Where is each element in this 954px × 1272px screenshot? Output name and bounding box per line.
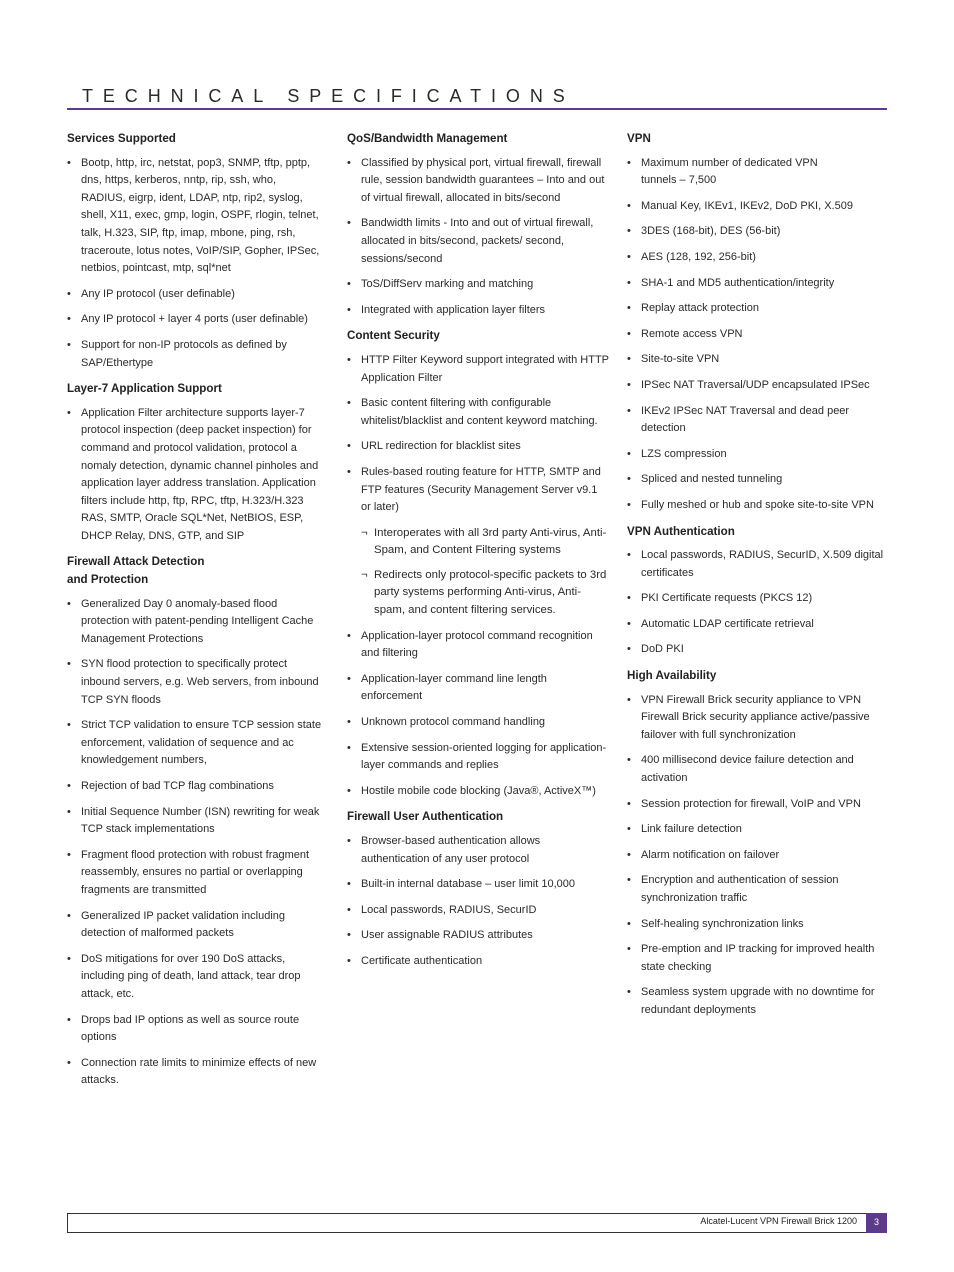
title-divider	[67, 108, 887, 110]
bullet-list	[347, 833, 609, 971]
list-item: • SHA-1 and MD5 authentication/integrity	[627, 275, 889, 293]
list-item: • Fully meshed or hub and spoke site-to-site VPN	[627, 497, 889, 515]
list-item: • Fragment flood protection with robust fragment reassembly, ensures no partial or overlapping fragments are transmitted	[67, 847, 323, 900]
bullet-list	[347, 352, 609, 517]
list-item: • Built-in internal database – user limit 10,000	[347, 876, 609, 894]
list-item: • Strict TCP validation to ensure TCP session state enforcement, validation of sequence and ac knowledgement numbers,	[67, 717, 323, 770]
section-heading: Layer-7 Application Support	[67, 382, 222, 396]
list-item: • Site-to-site VPN	[627, 351, 889, 369]
list-item: • Seamless system upgrade with no downtime for redundant deployments	[627, 984, 889, 1019]
section-vpn-authentication	[627, 523, 889, 660]
section-heading: VPN	[627, 132, 651, 145]
list-item: • Bootp, http, irc, netstat, pop3, SNMP, tftp, pptp, dns, https, kerberos, nntp, rip, ssh, who, RADIUS, eigrp, ident, LDAP, ntp, rip2, syslog, shell, X11, exec, gmp, login, OSPF, rlogin, telnet, talk, H.323, SIP, ftp, imap, mbone, ping, rsh, traceroute, lotus notes, VoIP/SIP, Gopher, IPSec, netbios, pointcast, mtp, sql*net	[67, 155, 323, 278]
list-item: • AES (128, 192, 256-bit)	[627, 249, 889, 267]
page-title: TECHNICAL SPECIFICATIONS	[82, 86, 575, 106]
list-item: • SYN flood protection to specifically protect inbound servers, e.g. Web servers, from inbound TCP SYN floods	[67, 656, 323, 709]
list-item: • Link failure detection	[627, 821, 889, 839]
list-item: • HTTP Filter Keyword support integrated with HTTP Application Filter	[347, 352, 609, 387]
section-qos-bandwidth-management	[347, 130, 609, 319]
bullet-list	[627, 155, 889, 515]
list-item: • Manual Key, IKEv1, IKEv2, DoD PKI, X.509	[627, 198, 889, 216]
list-item: • Any IP protocol + layer 4 ports (user definable)	[67, 311, 323, 329]
list-item: • IKEv2 IPSec NAT Traversal and dead peer detection	[627, 403, 889, 438]
bullet-list	[67, 155, 323, 373]
list-item: • Encryption and authentication of session synchronization traffic	[627, 872, 889, 907]
bullet-list	[347, 628, 609, 801]
list-item: • Application-layer command line length enforcement	[347, 671, 609, 706]
section-heading: Services Supported	[67, 132, 176, 145]
list-item: • Browser-based authentication allows authentication of any user protocol	[347, 833, 609, 868]
section-heading: VPN Authentication	[627, 524, 735, 538]
section-high-availability	[627, 667, 889, 1020]
section-firewall-user-authentication	[347, 808, 609, 970]
list-item: • Generalized Day 0 anomaly-based flood protection with patent-pending Intelligent Cache Management Protections	[67, 596, 323, 649]
section-heading: Content Security	[347, 329, 440, 343]
list-item: • Integrated with application layer filters	[347, 302, 609, 320]
list-item: • Alarm notification on failover	[627, 847, 889, 865]
section-heading: QoS/Bandwidth Management	[347, 132, 508, 145]
page-number: 3	[866, 1213, 887, 1233]
list-item: • LZS compression	[627, 446, 889, 464]
list-item: • Bandwidth limits - Into and out of virtual firewall, allocated in bits/second, packets/ second, sessions/second	[347, 215, 609, 268]
list-item: • Application Filter architecture supports layer-7 protocol inspection (deep packet inspection) for command and protocol validation, protocol a nomaly detection, dynamic channel pinholes and application layer address translation. Application filters include http, ftp, RPC, tftp, H.323/H.323 RAS, SMTP, Oracle SQL*Net, NetBIOS, ESP, DHCP Relay, DNS, GTP, and SIP	[67, 405, 323, 546]
sub-list-item: ¬ Redirects only protocol-specific packets to 3rd party systems performing Anti-virus, Anti-spam, and content filtering services.	[347, 567, 609, 620]
list-item: • URL redirection for blacklist sites	[347, 438, 609, 456]
list-item: • User assignable RADIUS attributes	[347, 927, 609, 945]
list-item: • Extensive session-oriented logging for application-layer commands and replies	[347, 740, 609, 775]
list-item: • Unknown protocol command handling	[347, 714, 609, 732]
list-item: • Hostile mobile code blocking (Java®, ActiveX™)	[347, 783, 609, 801]
list-item: • Basic content filtering with configurable whitelist/blacklist and content keyword matching.	[347, 395, 609, 430]
list-item: • Generalized IP packet validation including detection of malformed packets	[67, 908, 323, 943]
list-item: • PKI Certificate requests (PKCS 12)	[627, 590, 889, 608]
column-middle	[347, 130, 609, 979]
bullet-list	[67, 596, 323, 1090]
list-item: • Automatic LDAP certificate retrieval	[627, 616, 889, 634]
bullet-list	[347, 155, 609, 320]
footer-product-name: Alcatel-Lucent VPN Firewall Brick 1200	[700, 1216, 857, 1226]
list-item: • VPN Firewall Brick security appliance to VPN Firewall Brick security appliance active/passive failover with full synchronization	[627, 692, 889, 745]
list-item: • Maximum number of dedicated VPN tunnels – 7,500	[627, 155, 889, 190]
bullet-list	[627, 547, 889, 659]
list-item: • 3DES (168-bit), DES (56-bit)	[627, 223, 889, 241]
list-item: • DoD PKI	[627, 641, 889, 659]
section-firewall-attack-detection	[67, 553, 323, 1089]
list-item: • DoS mitigations for over 190 DoS attacks, including ping of death, land attack, tear drop attack, etc.	[67, 951, 323, 1004]
list-item: • Pre-emption and IP tracking for improved health state checking	[627, 941, 889, 976]
list-item: • Support for non-IP protocols as defined by SAP/Ethertype	[67, 337, 323, 372]
list-item: • Session protection for firewall, VoIP and VPN	[627, 796, 889, 814]
list-item: • Rejection of bad TCP flag combinations	[67, 778, 323, 796]
section-heading: High Availability	[627, 669, 717, 683]
section-content-security	[347, 327, 609, 800]
sub-list	[347, 525, 609, 620]
list-item: • Any IP protocol (user definable)	[67, 286, 323, 304]
section-heading: Firewall User Authentication	[347, 810, 504, 824]
list-item: • 400 millisecond device failure detection and activation	[627, 752, 889, 787]
bullet-list	[627, 692, 889, 1020]
list-item: • ToS/DiffServ marking and matching	[347, 276, 609, 294]
list-item: • Initial Sequence Number (ISN) rewriting for weak TCP stack implementations	[67, 804, 323, 839]
list-item: • Replay attack protection	[627, 300, 889, 318]
list-item: • Certificate authentication	[347, 953, 609, 971]
column-right	[627, 130, 889, 1028]
list-item: • Self-healing synchronization links	[627, 916, 889, 934]
bullet-list	[67, 405, 323, 546]
list-item: • Connection rate limits to minimize effects of new attacks.	[67, 1055, 323, 1090]
list-item: • Spliced and nested tunneling	[627, 471, 889, 489]
list-item: • Rules-based routing feature for HTTP, SMTP and FTP features (Security Management Server v9.1 or later)	[347, 464, 609, 517]
section-vpn	[627, 130, 889, 515]
list-item: • Application-layer protocol command recognition and filtering	[347, 628, 609, 663]
section-layer7-application-support	[67, 380, 323, 545]
footer-bar	[67, 1213, 866, 1233]
section-services-supported	[67, 130, 323, 372]
list-item: • Local passwords, RADIUS, SecurID	[347, 902, 609, 920]
list-item: • Classified by physical port, virtual firewall, firewall rule, session bandwidth guarantees – Into and out of virtual firewall, allocated in bits/second	[347, 155, 609, 208]
column-left	[67, 130, 323, 1098]
list-item: • Local passwords, RADIUS, SecurID, X.509 digital certificates	[627, 547, 889, 582]
list-item: • IPSec NAT Traversal/UDP encapsulated IPSec	[627, 377, 889, 395]
list-item: • Drops bad IP options as well as source route options	[67, 1012, 323, 1047]
section-heading: Firewall Attack Detection and Protection	[67, 555, 205, 587]
list-item: • Remote access VPN	[627, 326, 889, 344]
sub-list-item: ¬ Interoperates with all 3rd party Anti-virus, Anti-Spam, and Content Filtering systems	[347, 525, 609, 560]
